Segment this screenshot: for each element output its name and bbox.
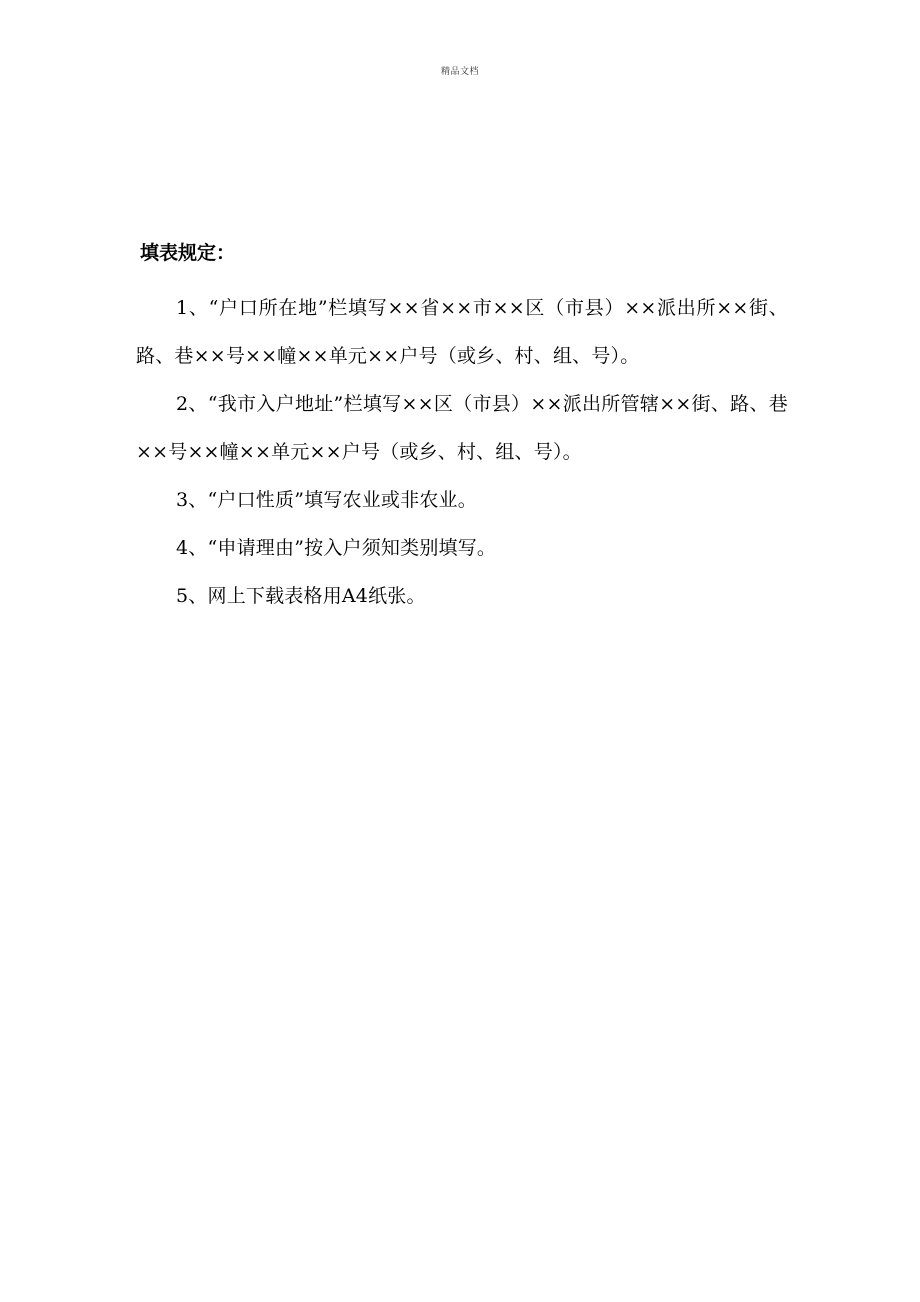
rule-item-2: 2、“我市入户地址”栏填写××区（市县）××派出所管辖××街、路、巷××号××幢××单元××户号（或乡、村、组、号）。	[136, 393, 788, 463]
rule-item-3: 3、“户口性质”填写农业或非农业。	[176, 489, 477, 511]
rule-item-1: 1、“户口所在地”栏填写××省××市××区（市县）××派出所××街、路、巷××号××幢××单元××户号（或乡、村、组、号）。	[136, 297, 788, 367]
rule-item-5: 5、网上下载表格用A4纸张。	[176, 585, 426, 607]
section-title: 填表规定：	[140, 242, 236, 264]
document-body	[136, 236, 788, 620]
rule-item-4: 4、“申请理由”按入户须知类别填写。	[176, 537, 497, 559]
page-header: 精品文档	[440, 67, 479, 77]
